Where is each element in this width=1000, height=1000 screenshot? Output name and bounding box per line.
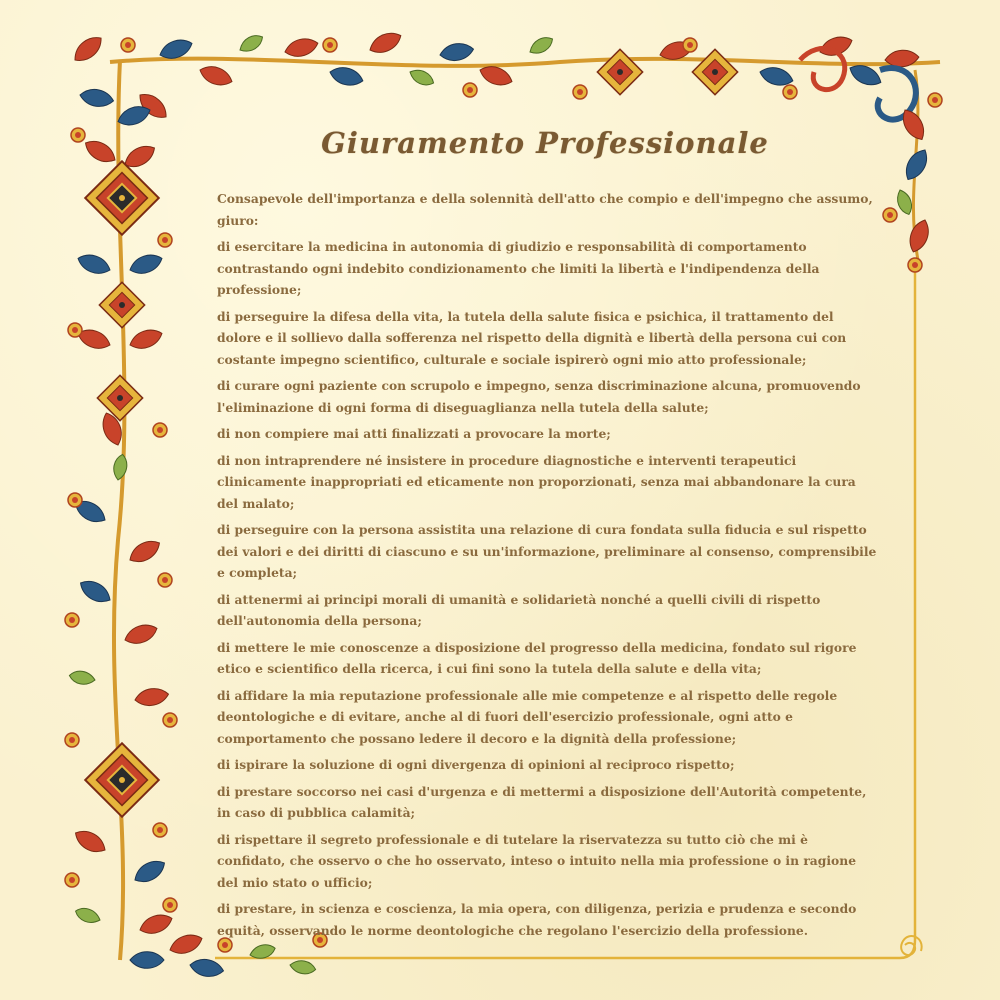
oath-paragraph: di perseguire la difesa della vita, la tutela della salute fisica e psichica, il trattamento del dolore e il sollievo dalla sofferenza nel rispetto della dignità e libertà della persona cui con costante impegno scientifico, culturale e sociale ispirerò ogni mio atto professionale;	[217, 308, 847, 367]
oath-paragraph: di ispirare la soluzione di ogni divergenza di opinioni al reciproco rispetto;	[217, 757, 735, 772]
oath-text	[217, 188, 877, 946]
page-title: Giuramento Professionale	[321, 126, 769, 160]
oath-paragraph: di attenermi ai principi morali di umanità e solidarietà nonché a quelli civili di rispetto dell'autonomia della persona;	[217, 591, 821, 628]
oath-paragraph: Consapevole dell'importanza e della solennità dell'atto che compio e dell'impegno che assumo, giuro:	[217, 191, 873, 228]
oath-paragraph: di rispettare il segreto professionale e di tutelare la riservatezza su tutto ciò che mi è confidato, che osservo o che ho osservato, inteso o intuito nella mia professione o in ragione del mio stato o ufficio;	[217, 831, 857, 890]
oath-paragraph: di prestare soccorso nei casi d'urgenza e di mettermi a disposizione dell'Autorità competente, in caso di pubblica calamità;	[217, 783, 867, 820]
oath-paragraph: di prestare, in scienza e coscienza, la mia opera, con diligenza, perizia e prudenza e secondo equità, osservando le norme deontologiche che regolano l'esercizio della professione.	[217, 901, 857, 938]
oath-paragraph: di affidare la mia reputazione professionale alle mie competenze e al rispetto delle regole deontologiche e di evitare, anche al di fuori dell'esercizio professionale, ogni atto e comportamento che possano ledere il decoro e la dignità della professione;	[217, 687, 838, 746]
oath-paragraph: di mettere le mie conoscenze a disposizione del progresso della medicina, fondato sul rigore etico e scientifico della ricerca, i cui fini sono la tutela della salute e della vita;	[217, 639, 857, 676]
oath-paragraph: di esercitare la medicina in autonomia di giudizio e responsabilità di comportamento contrastando ogni indebito condizionamento che limiti la libertà e l'indipendenza della professione;	[217, 239, 820, 297]
oath-paragraph: di non compiere mai atti finalizzati a provocare la morte;	[217, 426, 611, 441]
oath-paragraph: di perseguire con la persona assistita una relazione di cura fondata sulla fiducia e sul rispetto dei valori e dei diritti di ciascuno e su un'informazione, preliminare al consenso, comprensibile e completa;	[217, 522, 877, 580]
oath-paragraph: di curare ogni paziente con scrupolo e impegno, senza discriminazione alcuna, promuovendo l'eliminazione di ogni forma di diseguaglianza nella tutela della salute;	[217, 378, 861, 415]
oath-paragraph: di non intraprendere né insistere in procedure diagnostiche e interventi terapeutici clinicamente inappropriati ed eticamente non proporzionati, senza mai abbandonare la cura del malato;	[217, 452, 856, 511]
